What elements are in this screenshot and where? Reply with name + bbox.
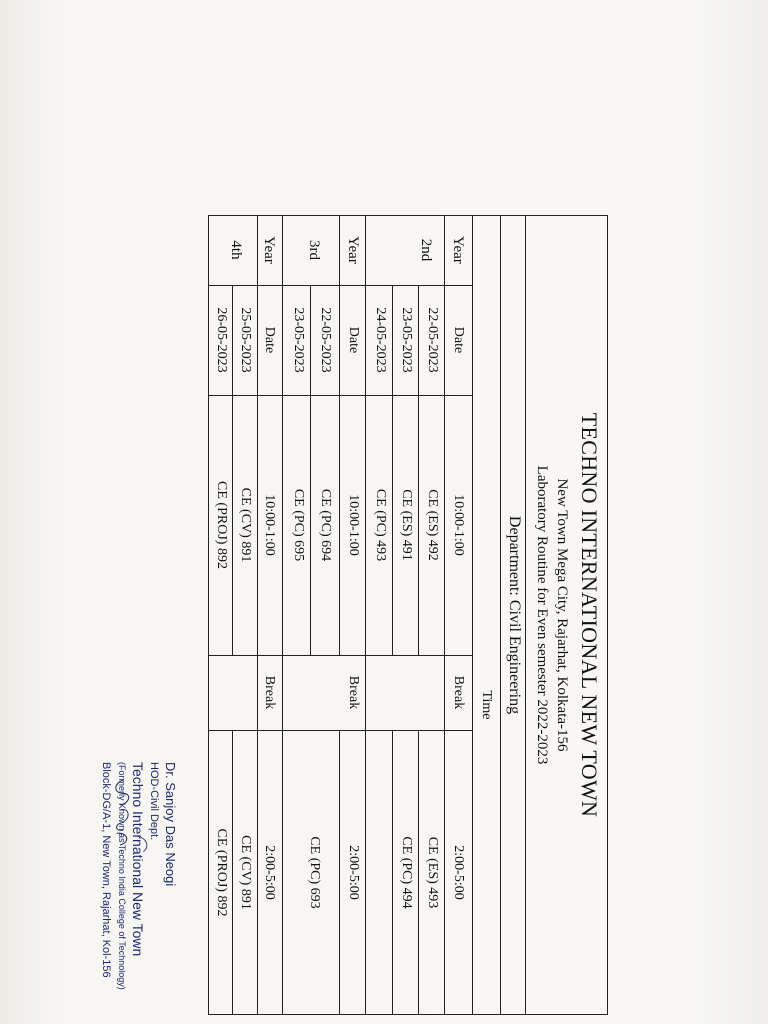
time-label: Time	[479, 690, 494, 720]
stamp-address: Block-DG/A-1, New Town, Rajarhat, Kol-156	[100, 762, 112, 978]
section-divider	[365, 215, 366, 1015]
date-cell: 22-05-2023	[318, 307, 333, 373]
slot2-header: 2:00-5:00	[451, 845, 466, 900]
section-divider	[282, 215, 283, 1015]
stamp-institute: Techno International New Town	[130, 762, 146, 957]
row-divider	[339, 730, 340, 1015]
divider	[500, 215, 501, 1015]
slot1-cell: CE (CV) 891	[238, 487, 253, 563]
date-cell: 26-05-2023	[214, 307, 229, 373]
date-cell: 23-05-2023	[399, 307, 414, 373]
slot1-cell: CE (PROJ) 892	[214, 481, 229, 569]
institute-name: TECHNO INTERNATIONAL NEW TOWN	[577, 412, 602, 818]
break-label: Break	[262, 675, 277, 710]
slot1-cell: CE (ES) 491	[399, 489, 414, 561]
slot1-header: 10:00-1:00	[262, 494, 277, 556]
routine-document	[208, 215, 608, 1015]
date-cell: 25-05-2023	[238, 307, 253, 373]
date-header: Date	[346, 326, 361, 354]
signatory-designation: HOD-Civil Dept.	[148, 762, 160, 841]
column-divider	[208, 395, 473, 396]
slot2-header: 2:00-5:00	[262, 845, 277, 900]
signatory-name: Dr. Sanjoy Das Neogi	[163, 762, 178, 887]
row-divider	[418, 285, 419, 655]
slot2-cell: CE (ES) 493	[425, 836, 440, 909]
stamp-former-name: (Formerly Known as Techno India College of Technology)	[117, 762, 127, 990]
slot1-header: 10:00-1:00	[451, 494, 466, 556]
slot2-cell: CE (CV) 891	[238, 835, 253, 910]
break-label: Break	[346, 675, 361, 710]
department-name: Department: Civil Engineering	[506, 515, 523, 715]
row-divider	[418, 730, 419, 1015]
date-cell: 23-05-2023	[291, 307, 306, 373]
slot2-header: 2:00-5:00	[346, 845, 361, 900]
date-header: Date	[262, 326, 277, 354]
row-divider	[310, 285, 311, 655]
row-divider	[444, 215, 445, 1015]
row-divider	[339, 215, 340, 655]
row-divider	[392, 285, 393, 655]
divider	[525, 215, 526, 1015]
slot1-cell: CE (ES) 492	[425, 489, 440, 561]
slot1-header: 10:00-1:00	[346, 494, 361, 556]
year-value: 2nd	[418, 238, 434, 262]
date-header: Date	[451, 326, 466, 354]
row-divider	[232, 730, 233, 1015]
slot1-cell: CE (PC) 695	[291, 488, 306, 562]
hod-stamp	[98, 762, 178, 990]
institute-address: New Town Mega City, Rajarhat, Kolkata-156	[554, 478, 570, 752]
row-divider	[257, 215, 258, 1015]
column-divider	[208, 655, 473, 656]
slot1-cell: CE (PC) 493	[373, 488, 388, 562]
slot1-cell: CE (PC) 694	[318, 488, 333, 562]
row-divider	[392, 730, 393, 1015]
row-divider	[232, 285, 233, 655]
slot2-cell: CE (PC) 693	[307, 836, 322, 909]
break-label: Break	[451, 675, 466, 710]
year-header: Year	[450, 236, 466, 264]
column-divider	[208, 730, 473, 731]
slot2-cell: CE (PROJ) 892	[214, 828, 229, 917]
year-header: Year	[345, 236, 361, 264]
routine-title: Laboratory Routine for Even semester 2022-2023	[534, 465, 550, 765]
slot2-cell: CE (PC) 494	[399, 836, 414, 909]
year-value: 4th	[228, 240, 244, 260]
column-divider	[208, 285, 473, 286]
date-cell: 22-05-2023	[425, 307, 440, 373]
year-value: 3rd	[306, 240, 322, 260]
year-header: Year	[261, 236, 277, 264]
date-cell: 24-05-2023	[373, 307, 388, 373]
divider	[472, 215, 473, 1015]
